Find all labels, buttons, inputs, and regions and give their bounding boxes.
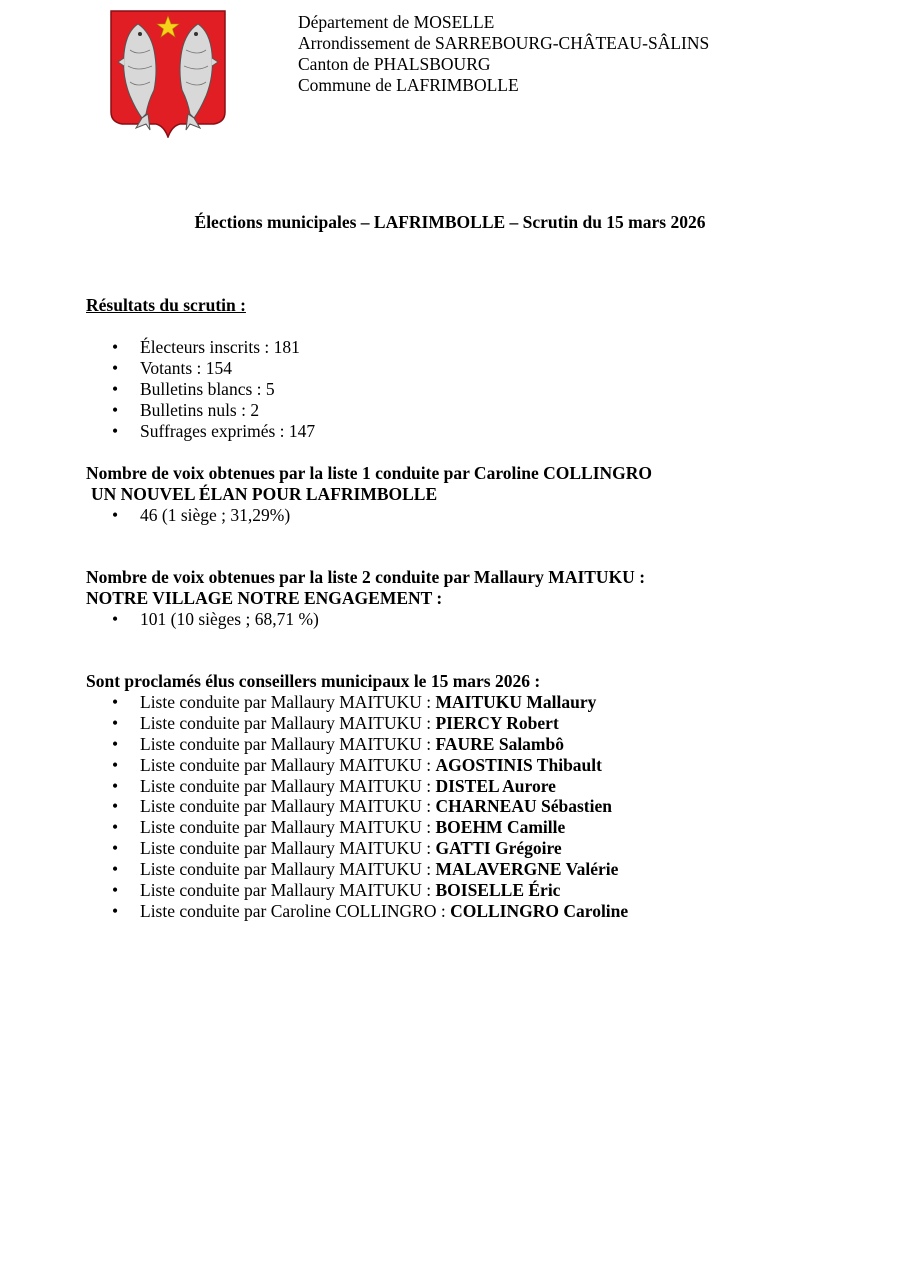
list2-result-list [86,609,645,630]
results-heading: Résultats du scrutin : [86,295,246,315]
list-item: • Électeurs inscrits : 181 [112,336,300,357]
list2-heading: Nombre de voix obtenues par la liste 2 conduite par Mallaury MAITUKU : [86,567,646,587]
list-item: • Bulletins nuls : 2 [112,399,260,420]
list-item: • Suffrages exprimés : 147 [112,420,316,441]
list-item: • 46 (1 siège ; 31,29%) [112,504,291,525]
list2-section [86,567,645,630]
list-item: • Liste conduite par Mallaury MAITUKU : MALAVERGNE Valérie [112,859,619,880]
list-item: • Liste conduite par Mallaury MAITUKU : BOISELLE Éric [112,880,561,901]
list1-heading: Nombre de voix obtenues par la liste 1 conduite par Caroline COLLINGRO [86,463,653,483]
list2-name: NOTRE VILLAGE NOTRE ENGAGEMENT : [86,587,443,608]
page-title: Élections municipales – LAFRIMBOLLE – Scrutin du 15 mars 2026 [194,212,706,232]
departement-line: Département de MOSELLE [298,12,495,32]
elected-heading: Sont proclamés élus conseillers municipaux le 15 mars 2026 : [86,671,541,691]
list-item: • Liste conduite par Mallaury MAITUKU : AGOSTINIS Thibault [112,754,602,775]
coat-of-arms-icon [110,10,226,138]
canton-line: Canton de PHALSBOURG [298,54,491,74]
list1-section [86,463,652,526]
list-item: • Liste conduite par Mallaury MAITUKU : DISTEL Aurore [112,775,556,796]
elected-section [86,671,628,922]
commune-line: Commune de LAFRIMBOLLE [298,75,519,95]
list-item: • Liste conduite par Mallaury MAITUKU : PIERCY Robert [112,712,559,733]
results-list [86,337,315,442]
list-item: • Liste conduite par Mallaury MAITUKU : GATTI Grégoire [112,838,562,859]
arrondissement-line: Arrondissement de SARREBOURG-CHÂTEAU-SÂLINS [298,33,710,53]
list1-result-list [86,505,652,526]
list-item: • Liste conduite par Mallaury MAITUKU : MAITUKU Mallaury [112,691,597,712]
list-item: • Liste conduite par Mallaury MAITUKU : CHARNEAU Sébastien [112,796,612,817]
list-item: • Liste conduite par Mallaury MAITUKU : BOEHM Camille [112,817,566,838]
list-item: • Votants : 154 [112,357,233,378]
list-item: • Liste conduite par Caroline COLLINGRO : COLLINGRO Caroline [112,900,629,921]
list-item: • Bulletins blancs : 5 [112,378,275,399]
elected-list [86,692,628,922]
list-item: • Liste conduite par Mallaury MAITUKU : FAURE Salambô [112,733,564,754]
results-section [86,295,315,441]
admin-header [298,12,709,96]
list1-name: UN NOUVEL ÉLAN POUR LAFRIMBOLLE [91,483,438,504]
list-item: • 101 (10 sièges ; 68,71 %) [112,608,319,629]
